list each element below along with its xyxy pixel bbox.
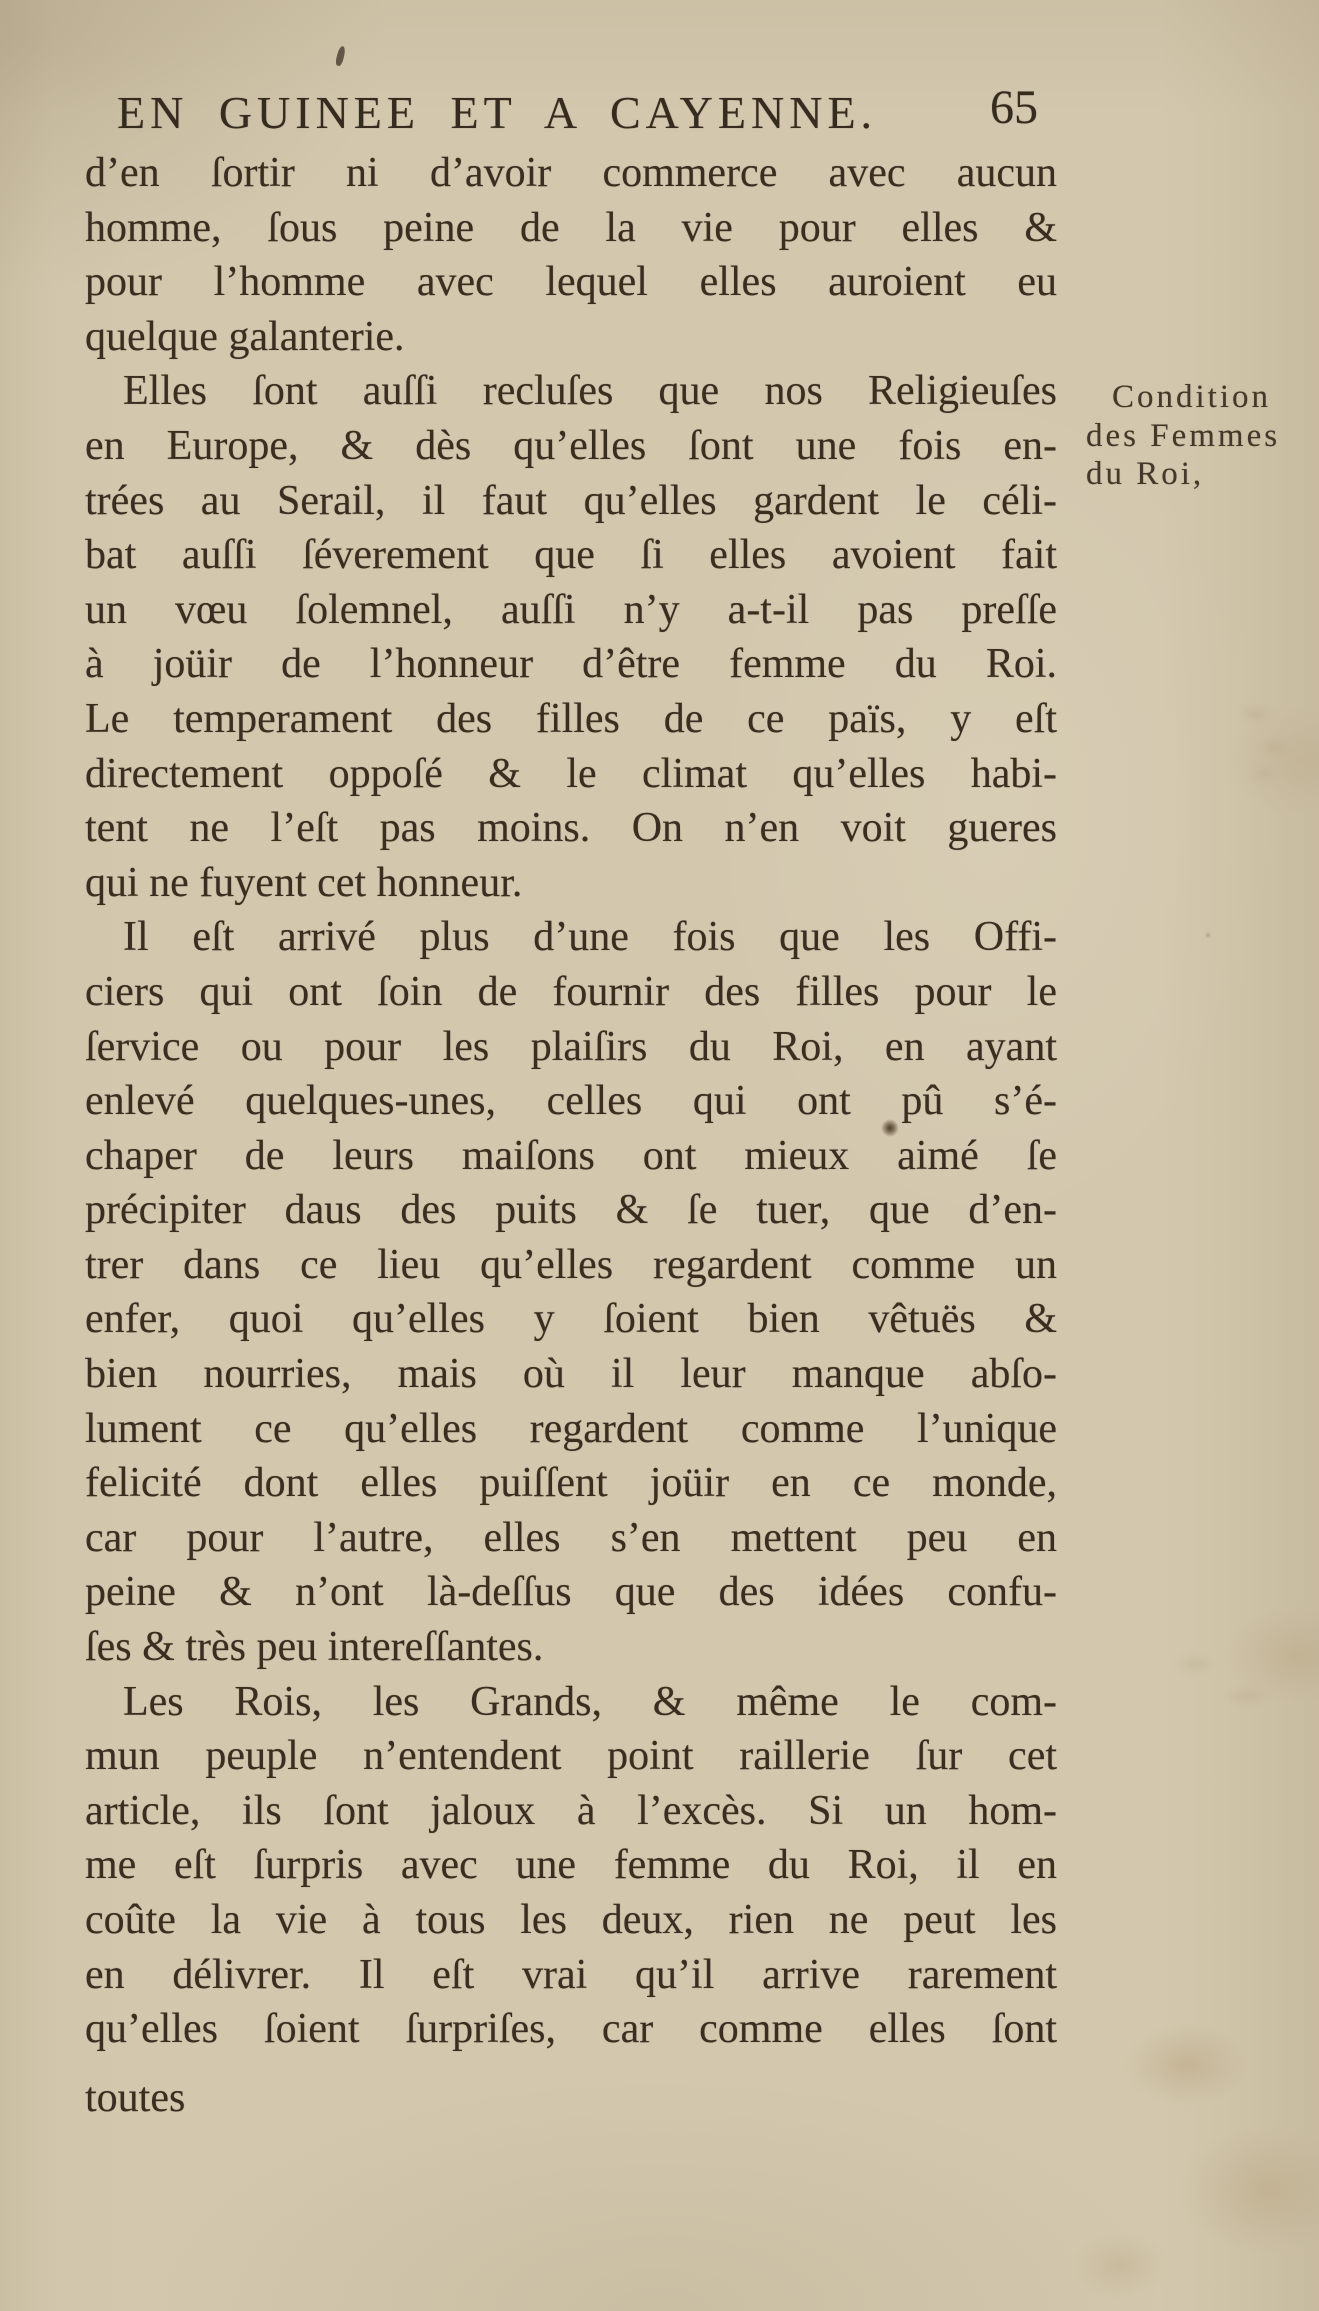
margin-note-line: Condition (1112, 379, 1272, 415)
text-line: enfer, quoi qu’elles y ſoient bien vêtuës & (85, 1296, 1057, 1343)
catchword: toutes (85, 2074, 186, 2121)
text-line: ſervice ou pour les plaiſirs du Roi, en ayant (85, 1023, 1057, 1070)
text-line: ſes & très peu intereſſantes. (85, 1624, 544, 1671)
text-line: quelque galanterie. (85, 313, 405, 360)
running-title: EN GUINEE ET A CAYENNE. (117, 87, 878, 138)
show-through-smudge (1235, 690, 1305, 785)
text-line: bat auſſi ſéverement que ſi elles avoient fait (85, 532, 1057, 579)
text-line: tent ne l’eſt pas moins. On n’en voit gueres (85, 805, 1057, 852)
text-line: peine & n’ont là-deſſus que des idées confu- (85, 1569, 1057, 1616)
margin-note-line: des Femmes (1086, 417, 1281, 454)
paragraph (85, 1675, 1057, 2057)
paragraph (85, 146, 1057, 364)
text-line: car pour l’autre, elles s’en mettent peu en (85, 1514, 1057, 1561)
text-line: pour l’homme avec lequel elles auroient eu (85, 259, 1057, 306)
text-line: qu’elles ſoient ſurpriſes, car comme elles ſont (85, 2006, 1057, 2053)
text-line: chaper de leurs maiſons ont mieux aimé ſe (85, 1132, 1057, 1179)
paragraph (85, 910, 1057, 1674)
text-line: un vœu ſolemnel, auſſi n’y a-t-il pas preſſe (85, 586, 1057, 633)
text-line: bien nourries, mais où il leur manque abſo- (85, 1351, 1057, 1398)
margin-note (1086, 378, 1319, 494)
show-through-smudge (1150, 1640, 1300, 1720)
text-line: à joüir de l’honneur d’être femme du Roi. (85, 641, 1057, 688)
text-line: enlevé quelques-unes, celles qui ont pû s’é- (85, 1078, 1057, 1125)
text-line: article, ils ſont jaloux à l’excès. Si un hom- (85, 1787, 1057, 1834)
page-number: 65 (990, 81, 1038, 134)
text-line: lument ce qu’elles regardent comme l’unique (85, 1405, 1057, 1452)
text-line: en délivrer. Il eſt vrai qu’il arrive rarement (85, 1951, 1057, 1998)
text-line: coûte la vie à tous les deux, rien ne peut les (85, 1897, 1057, 1943)
text-line: me eſt ſurpris avec une femme du Roi, il en (85, 1842, 1057, 1889)
text-line: felicité dont elles puiſſent joüir en ce monde, (85, 1460, 1057, 1507)
text-line: Il eſt arrivé plus d’une fois que les Offi- (123, 914, 1057, 961)
margin-note-line: du Roi, (1086, 456, 1205, 492)
text-line: qui ne fuyent cet honneur. (85, 859, 523, 906)
text-line: Elles ſont auſſi recluſes que nos Religieuſes (123, 368, 1057, 415)
paragraph (85, 364, 1057, 910)
text-line: Le temperament des filles de ce païs, y eſt (85, 695, 1057, 742)
text-line: trées au Serail, il faut qu’elles gardent le céli- (85, 477, 1057, 524)
text-line: ciers qui ont ſoin de fournir des filles pour le (85, 968, 1057, 1015)
stray-ink-mark (335, 45, 347, 66)
text-line: Les Rois, les Grands, & même le com- (123, 1678, 1057, 1725)
text-line: directement oppoſé & le climat qu’elles habi- (85, 750, 1057, 797)
text-line: précipiter daus des puits & ſe tuer, que d’en- (85, 1187, 1057, 1234)
text-line: mun peuple n’entendent point raillerie ſur cet (85, 1733, 1057, 1780)
text-line: d’en ſortir ni d’avoir commerce avec aucun (85, 150, 1057, 196)
text-line: trer dans ce lieu qu’elles regardent comme un (85, 1241, 1057, 1288)
body-text (85, 146, 1057, 2125)
text-line: homme, ſous peine de la vie pour elles & (85, 204, 1057, 251)
text-line: en Europe, & dès qu’elles ſont une fois en- (85, 422, 1057, 469)
